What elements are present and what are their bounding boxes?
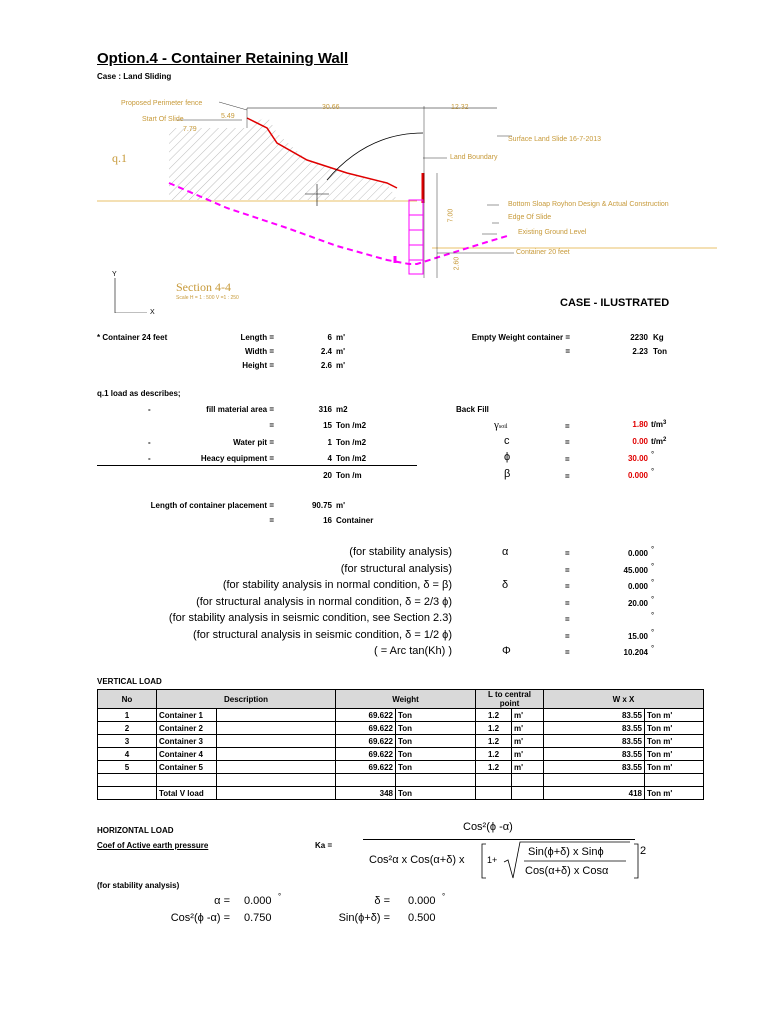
row-blank [217,735,336,748]
total-wx-unit: Ton m' [645,787,704,800]
gamma-val: 1.80 [632,420,648,429]
gamma-symbol: γsoil [494,419,508,431]
heavy-val: 4 [327,454,332,463]
param-value: 0.000 [627,582,648,591]
sum-divider [97,465,417,466]
vertical-load-table [97,689,704,800]
fill-unit: m2 [336,405,348,414]
tonm2-unit: Ton /m2 [336,421,367,430]
param-value: 15.00 [627,632,648,641]
param-symbol: Φ [502,645,511,657]
total-l-unit [512,787,544,800]
q1-eq: = [269,421,274,430]
total-wx: 418 [544,787,645,800]
alpha-label: α = [214,895,230,907]
row-no: 3 [98,735,157,748]
horizontal-load-heading: HORIZONTAL LOAD [97,826,174,835]
placement-unit: m' [336,501,346,510]
phi-val: 30.00 [627,454,648,463]
ka-label: Ka = [315,841,333,850]
row-wx-unit: Ton m' [645,709,704,722]
row-description: Container 2 [157,722,217,735]
width-unit: m' [336,347,346,356]
ton-unit: Ton [653,347,668,356]
param-text: ( = Arc tan(Kh) ) [374,645,452,657]
c-unit: $t/m^2$ [651,437,667,446]
phi-deg: ° [651,450,655,459]
empty-cell [336,774,396,787]
axis-y-label: Y [112,271,117,278]
row-description: Container 3 [157,735,217,748]
phi-eq: = [565,455,570,464]
param-deg: ° [651,578,655,587]
col-no: No [98,690,157,709]
row-l: 1.2 [476,709,512,722]
table-row-empty [98,774,704,787]
row-weight-unit: Ton [396,735,476,748]
row-wx: 83.55 [544,735,645,748]
param-eq: = [565,648,570,657]
fence-label: Proposed Perimeter fence [121,100,203,107]
total-description: Total V load [157,787,217,800]
total-no [98,787,157,800]
param-value: 20.00 [627,599,648,608]
cos2-val: 0.750 [244,912,272,924]
col-wxx: W x X [544,690,704,709]
row-weight-unit: Ton [396,761,476,774]
ka-denominator: Cos²α x Cos(α+δ) x [369,854,465,866]
row-weight: 69.622 [336,735,396,748]
empty-cell [512,774,544,787]
row-description: Container 5 [157,761,217,774]
param-eq: = [565,599,570,608]
row-weight: 69.622 [336,722,396,735]
row-blank [217,748,336,761]
case-line: Case : Land Sliding [97,72,172,81]
length-unit: m' [336,333,346,342]
total-val: 20 [323,471,332,480]
empty-cell [98,774,157,787]
beta-eq: = [565,472,570,481]
sin-val: 0.500 [408,912,436,924]
water-val: 1 [327,438,332,447]
row-no: 4 [98,748,157,761]
param-value: 10.204 [623,648,648,657]
empty-cell [157,774,217,787]
case-ilustrated: CASE - ILUSTRATED [560,297,670,309]
param-text: (for stability analysis in normal condition, δ = β) [222,579,452,591]
param-deg: ° [651,611,655,620]
container-20-label: Container 20 feet [516,249,570,256]
placement-val: 90.75 [311,501,332,510]
start-slide-label: Start Of Slide [142,116,184,123]
row-blank [217,761,336,774]
col-weight: Weight [336,690,476,709]
row-wx-unit: Ton m' [645,722,704,735]
placement-eq: = [269,516,274,525]
total-blank [217,787,336,800]
table-header-row [98,690,704,709]
ton-val: 2.23 [632,347,648,356]
total-unit: Ton /m [336,471,362,480]
c-val: 0.00 [632,437,648,446]
height-val: 2.6 [320,361,332,370]
param-eq: = [565,549,570,558]
beta-deg: ° [651,467,655,476]
gamma-eq: = [565,422,570,431]
c-symbol: c [504,435,510,447]
page-title: Option.4 - Container Retaining Wall [97,50,349,67]
row-weight-unit: Ton [396,748,476,761]
row-weight: 69.622 [336,748,396,761]
row-wx-unit: Ton m' [645,735,704,748]
empty-cell [645,774,704,787]
delta-label: δ = [374,895,390,907]
length-label: Length = [240,333,274,342]
param-eq: = [565,632,570,641]
row-weight: 69.622 [336,761,396,774]
one-plus: 1+ [487,855,498,865]
dim-260: 2.60 [453,256,461,271]
dim-1232: 12.32 [451,104,469,111]
dim-700: 7.00 [447,208,455,223]
row-l-unit: m' [512,709,544,722]
row-no: 2 [98,722,157,735]
dim-3066: 30.66 [322,104,340,111]
q1-dash-3: - [148,454,151,463]
param-eq: = [565,615,570,624]
param-deg: ° [651,562,655,571]
dim-779: 7.79 [183,126,197,133]
total-weight-unit: Ton [396,787,476,800]
row-no: 1 [98,709,157,722]
param-text: (for structural analysis in normal condition, δ = 2/3 ϕ) [196,596,452,608]
row-weight-unit: Ton [396,722,476,735]
row-wx: 83.55 [544,748,645,761]
edge-slide-label: Edge Of Slide [508,214,552,221]
row-no: 5 [98,761,157,774]
empty-cell [396,774,476,787]
heavy-label: Heacy equipment = [200,454,274,463]
power-two: 2 [640,845,647,857]
param-deg: ° [651,595,655,604]
ton-eq: = [565,347,570,356]
row-l: 1.2 [476,761,512,774]
param-text: (for stability analysis in seismic condition, see Section 2.3) [168,612,452,624]
empty-weight-unit: Kg [653,333,664,342]
q1-dash-1: - [148,405,151,414]
param-eq: = [565,582,570,591]
sin-label: Sin(ϕ+δ) = [338,912,390,924]
alpha-val: 0.000 [244,895,272,907]
row-wx: 83.55 [544,709,645,722]
row-description: Container 4 [157,748,217,761]
row-l-unit: m' [512,748,544,761]
row-wx-unit: Ton m' [645,748,704,761]
param-eq: = [565,566,570,575]
alpha-deg: ° [278,892,282,901]
q1-label: q.1 [112,151,127,165]
placement-label: Length of container placement = [150,501,274,510]
dim-549: 5.49 [221,113,235,120]
row-blank [217,709,336,722]
row-l-unit: m' [512,722,544,735]
heavy-unit: Ton /m2 [336,454,367,463]
water-label: Water pit = [233,438,274,447]
gamma-unit: $t/m^3$ [651,420,667,429]
beta-val: 0.000 [627,471,648,480]
inner-denominator: Cos(α+δ) x Cosα [525,865,609,877]
q1-dash-2: - [148,438,151,447]
water-unit: Ton /m2 [336,438,367,447]
param-value: 45.000 [623,566,648,575]
q1-heading: q.1 load as describes; [97,389,181,398]
col-description: Description [157,690,336,709]
phi-symbol: ϕ [504,451,511,463]
cos2-label: Cos²(ϕ -α) = [170,912,230,924]
row-wx-unit: Ton m' [645,761,704,774]
empty-weight-label: Empty Weight container = [471,333,570,342]
height-unit: m' [336,361,346,370]
empty-weight-val: 2230 [630,333,648,342]
row-l: 1.2 [476,735,512,748]
inner-numerator: Sin(ϕ+δ) x Sinϕ [528,846,604,858]
table-row [98,748,704,761]
width-val: 2.4 [320,347,332,356]
param-deg: ° [651,545,655,554]
table-row [98,722,704,735]
total-weight: 348 [336,787,396,800]
fill-val: 316 [318,405,332,414]
param-text: (for stability analysis) [349,546,452,558]
ka-numerator: Cos²(ϕ -α) [463,821,513,833]
count-val: 16 [323,516,332,525]
table-row [98,735,704,748]
scale-label: Scale H = 1 : 500 V =1 : 250 [176,295,239,301]
delta-deg: ° [442,892,446,901]
row-l-unit: m' [512,735,544,748]
width-label: Width = [244,347,274,356]
param-symbol: δ [502,579,509,591]
tonm2-val: 15 [323,421,332,430]
coef-label: Coef of Active earth pressure [97,841,209,850]
vertical-load-heading: VERTICAL LOAD [97,677,162,686]
row-l: 1.2 [476,722,512,735]
empty-cell [544,774,645,787]
stability-label: (for stability analysis) [97,881,180,890]
container-label: * Container 24 feet [97,333,168,342]
total-l [476,787,512,800]
row-weight: 69.622 [336,709,396,722]
backfill-heading: Back Fill [456,405,489,414]
param-text: (for structural analysis in seismic condition, δ = 1/2 ϕ) [193,629,452,641]
existing-ground-label: Existing Ground Level [518,229,587,236]
row-l: 1.2 [476,748,512,761]
soil-hatch [169,116,397,200]
surface-slide-label: Surface Land Slide 16-7-2013 [508,136,602,143]
param-deg: ° [651,644,655,653]
row-weight-unit: Ton [396,709,476,722]
c-eq: = [565,438,570,447]
section-label: Section 4-4 [176,280,231,294]
axis-x-label: X [150,309,155,316]
row-blank [217,722,336,735]
table-row [98,709,704,722]
land-boundary-label: Land Boundary [450,154,498,161]
count-unit: Container [336,516,374,525]
row-wx: 83.55 [544,722,645,735]
row-wx: 83.55 [544,761,645,774]
param-symbol: α [502,546,509,558]
fill-label: fill material area = [206,405,274,414]
table-row [98,761,704,774]
empty-cell [217,774,336,787]
param-value: 0.000 [627,549,648,558]
delta-val: 0.000 [408,895,436,907]
length-val: 6 [327,333,332,342]
height-label: Height = [242,361,274,370]
col-l-central: L to central point [476,690,544,709]
row-l-unit: m' [512,761,544,774]
empty-cell [476,774,512,787]
row-description: Container 1 [157,709,217,722]
param-text: (for structural analysis) [340,563,452,575]
bottom-sloap-label: Bottom Sloap Royhon Design & Actual Construction [508,201,669,208]
table-row-total [98,787,704,800]
beta-symbol: β [504,468,511,480]
param-deg: ° [651,628,655,637]
